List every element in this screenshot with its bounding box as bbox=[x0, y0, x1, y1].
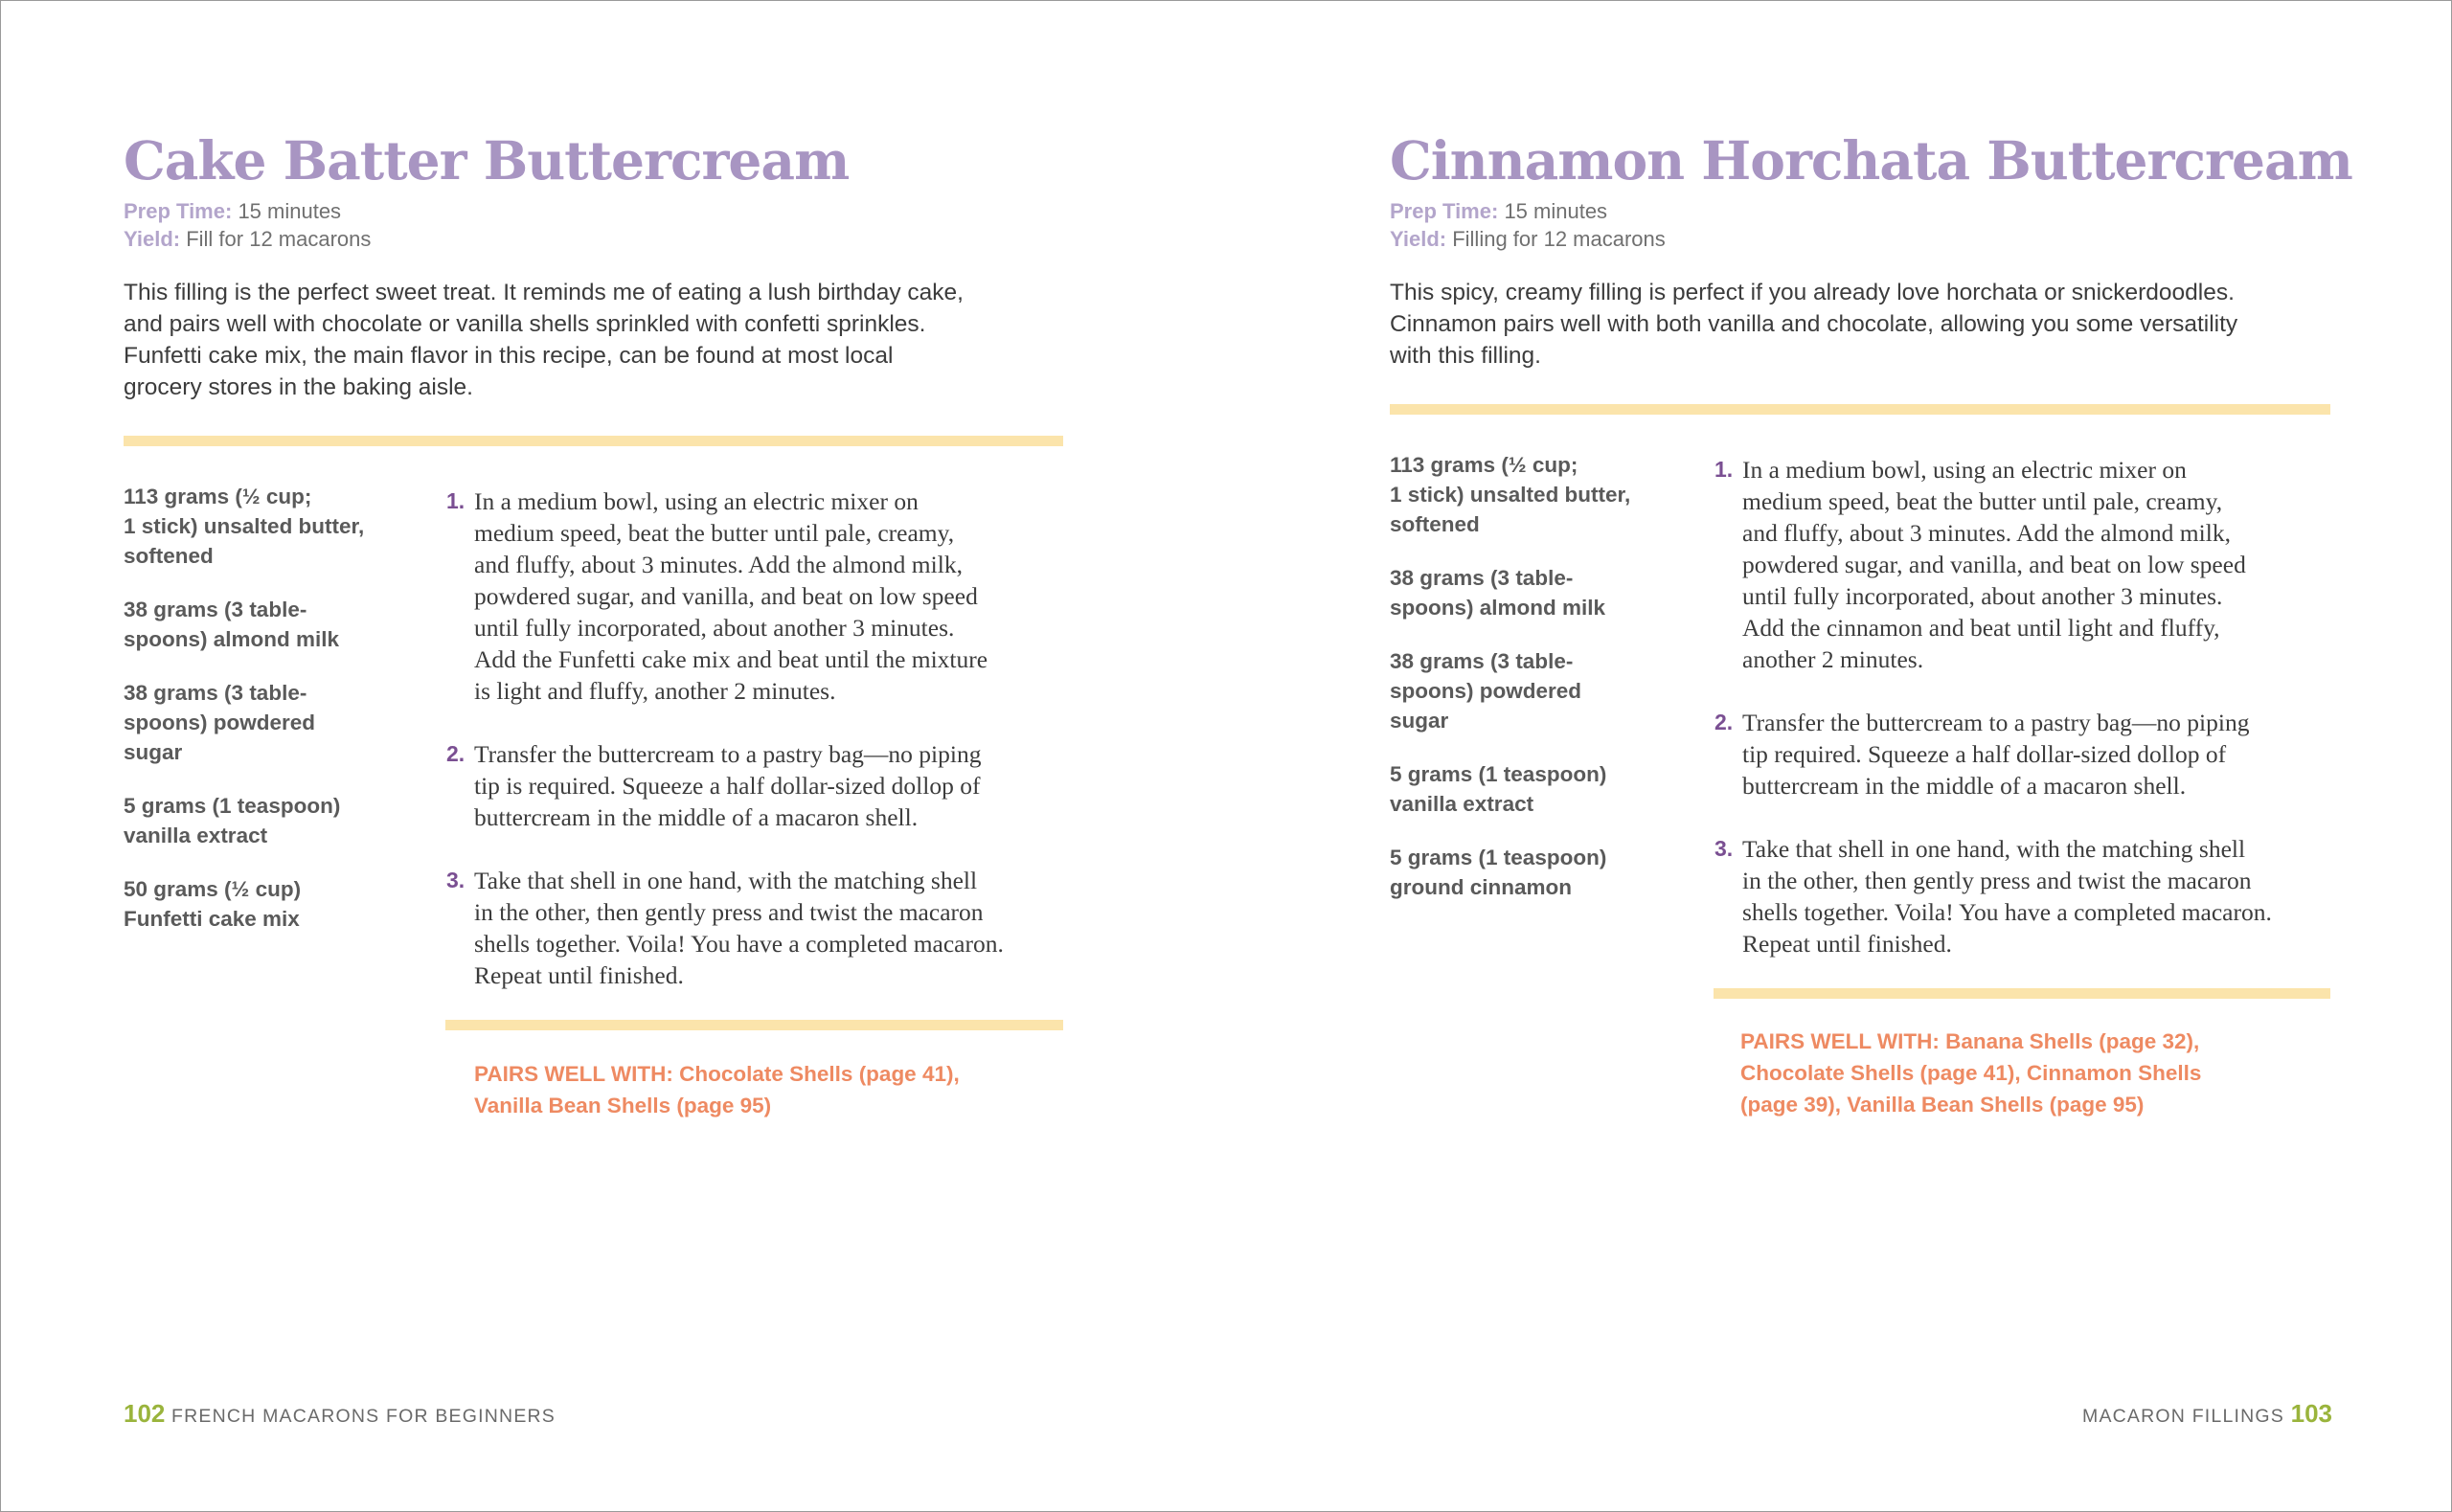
method-step bbox=[446, 738, 1071, 833]
method-steps bbox=[446, 485, 1071, 1023]
ingredient-line: 113 grams (½ cup; bbox=[1390, 453, 1578, 477]
ingredient-item bbox=[1390, 759, 1658, 819]
step-line: buttercream in the middle of a macaron shell. bbox=[474, 803, 919, 831]
intro-line: grocery stores in the baking aisle. bbox=[124, 374, 473, 400]
pairs-well-with bbox=[474, 1058, 960, 1121]
step-line: Take that shell in one hand, with the matching shell bbox=[1742, 835, 2246, 863]
prep-time-label: Prep Time: bbox=[1390, 199, 1499, 223]
page-number: 102 bbox=[124, 1399, 166, 1428]
prep-time bbox=[1390, 197, 1666, 225]
prep-time-value: 15 minutes bbox=[238, 199, 342, 223]
step-line: medium speed, beat the butter until pale, creamy, bbox=[474, 519, 955, 547]
ingredient-line: softened bbox=[1390, 512, 1480, 536]
step-line: In a medium bowl, using an electric mixer on bbox=[1742, 456, 2187, 484]
ingredient-list bbox=[1390, 450, 1658, 926]
running-head: FRENCH MACARONS FOR BEGINNERS bbox=[171, 1406, 556, 1427]
ingredient-line: 38 grams (3 table- bbox=[124, 598, 307, 621]
intro-line: and pairs well with chocolate or vanilla shells sprinkled with confetti sprinkles. bbox=[124, 311, 926, 337]
step-line: and fluffy, about 3 minutes. Add the almond milk, bbox=[474, 551, 963, 578]
recipe-title: Cake Batter Buttercream bbox=[124, 129, 850, 192]
yield-label: Yield: bbox=[124, 227, 181, 251]
step-line: medium speed, beat the butter until pale, creamy, bbox=[1742, 487, 2223, 515]
pairs-line: Vanilla Bean Shells (page 95) bbox=[474, 1094, 772, 1117]
ingredient-line: 50 grams (½ cup) bbox=[124, 877, 302, 901]
method-steps bbox=[1714, 454, 2339, 991]
ingredient-item bbox=[124, 874, 392, 934]
divider-rule bbox=[1714, 988, 2330, 999]
step-number: 3. bbox=[1714, 836, 1734, 861]
ingredient-line: vanilla extract bbox=[1390, 792, 1534, 816]
ingredient-line: 5 grams (1 teaspoon) bbox=[1390, 762, 1607, 786]
yield-value: Filling for 12 macarons bbox=[1452, 227, 1666, 251]
step-line: and fluffy, about 3 minutes. Add the almond milk, bbox=[1742, 519, 2231, 547]
step-line: Take that shell in one hand, with the matching shell bbox=[474, 867, 978, 894]
divider-rule bbox=[1390, 404, 2330, 415]
prep-time bbox=[124, 197, 371, 225]
method-step bbox=[1714, 454, 2339, 675]
step-line: is light and fluffy, another 2 minutes. bbox=[474, 677, 836, 705]
step-line: buttercream in the middle of a macaron shell. bbox=[1742, 772, 2187, 800]
pairs-line: (page 39), Vanilla Bean Shells (page 95) bbox=[1740, 1093, 2145, 1117]
ingredient-line: spoons) powdered bbox=[1390, 679, 1582, 703]
step-line: another 2 minutes. bbox=[1742, 645, 1924, 673]
intro-line: This spicy, creamy filling is perfect if you already love horchata or snickerdoodles. bbox=[1390, 280, 2235, 305]
recipe-title: Cinnamon Horchata Buttercream bbox=[1390, 129, 2352, 192]
step-line: Transfer the buttercream to a pastry bag—no piping bbox=[1742, 709, 2250, 736]
step-line: Transfer the buttercream to a pastry bag—no piping bbox=[474, 740, 982, 768]
divider-rule bbox=[445, 1020, 1063, 1030]
step-line: In a medium bowl, using an electric mixer on bbox=[474, 487, 919, 515]
ingredient-item bbox=[1390, 450, 1658, 539]
step-line: shells together. Voila! You have a completed macaron. bbox=[474, 930, 1004, 958]
running-head: MACARON FILLINGS bbox=[2082, 1406, 2284, 1427]
ingredient-item bbox=[124, 482, 392, 571]
step-line: tip required. Squeeze a half dollar-sized dollop of bbox=[1742, 740, 2227, 768]
step-number: 2. bbox=[1714, 710, 1734, 734]
intro-line: Cinnamon pairs well with both vanilla and chocolate, allowing you some versatility bbox=[1390, 311, 2238, 337]
yield-label: Yield: bbox=[1390, 227, 1447, 251]
ingredient-item bbox=[1390, 843, 1658, 902]
step-number: 1. bbox=[1714, 457, 1734, 482]
step-line: in the other, then gently press and twist the macaron bbox=[474, 898, 984, 926]
ingredient-line: spoons) almond milk bbox=[124, 627, 340, 651]
ingredient-line: sugar bbox=[124, 740, 183, 764]
ingredient-line: 1 stick) unsalted butter, bbox=[1390, 483, 1631, 507]
ingredient-line: Funfetti cake mix bbox=[124, 907, 300, 931]
step-line: powdered sugar, and vanilla, and beat on low speed bbox=[1742, 551, 2246, 578]
ingredient-line: spoons) almond milk bbox=[1390, 596, 1606, 620]
ingredient-line: 38 grams (3 table- bbox=[124, 681, 307, 705]
pairs-line: PAIRS WELL WITH: Banana Shells (page 32), bbox=[1740, 1029, 2200, 1053]
ingredient-line: sugar bbox=[1390, 709, 1449, 733]
ingredient-line: 38 grams (3 table- bbox=[1390, 649, 1574, 673]
recipe-meta bbox=[1390, 197, 1666, 253]
ingredient-item bbox=[124, 791, 392, 850]
prep-time-label: Prep Time: bbox=[124, 199, 233, 223]
ingredient-list bbox=[124, 482, 392, 958]
step-line: powdered sugar, and vanilla, and beat on low speed bbox=[474, 582, 978, 610]
page-footer bbox=[124, 1399, 556, 1431]
page-footer bbox=[2082, 1399, 2332, 1431]
method-step bbox=[1714, 833, 2339, 959]
intro-line: with this filling. bbox=[1390, 343, 1541, 369]
prep-time-value: 15 minutes bbox=[1504, 199, 1608, 223]
method-step bbox=[446, 485, 1071, 707]
ingredient-line: 113 grams (½ cup; bbox=[124, 485, 312, 508]
ingredient-line: spoons) powdered bbox=[124, 711, 316, 734]
yield bbox=[1390, 225, 1666, 253]
yield-value: Fill for 12 macarons bbox=[186, 227, 372, 251]
ingredient-line: softened bbox=[124, 544, 214, 568]
intro-line: Funfetti cake mix, the main flavor in this recipe, can be found at most local bbox=[124, 343, 894, 369]
left-page bbox=[124, 1, 1081, 1511]
pairs-line: PAIRS WELL WITH: Chocolate Shells (page 41), bbox=[474, 1062, 960, 1086]
step-line: tip is required. Squeeze a half dollar-sized dollop of bbox=[474, 772, 981, 800]
recipe-meta bbox=[124, 197, 371, 253]
step-line: Add the Funfetti cake mix and beat until the mixture bbox=[474, 645, 988, 673]
step-line: until fully incorporated, about another 3 minutes. bbox=[1742, 582, 2223, 610]
ingredient-line: 5 grams (1 teaspoon) bbox=[1390, 846, 1607, 869]
recipe-intro bbox=[1390, 277, 2338, 372]
step-line: Add the cinnamon and beat until light and fluffy, bbox=[1742, 614, 2220, 642]
recipe-intro bbox=[124, 277, 1072, 403]
ingredient-line: vanilla extract bbox=[124, 824, 268, 847]
ingredient-line: 1 stick) unsalted butter, bbox=[124, 514, 365, 538]
ingredient-item bbox=[124, 595, 392, 654]
step-line: Repeat until finished. bbox=[474, 961, 684, 989]
yield bbox=[124, 225, 371, 253]
divider-rule bbox=[124, 436, 1063, 446]
intro-line: This filling is the perfect sweet treat. It reminds me of eating a lush birthday cake, bbox=[124, 280, 964, 305]
method-step bbox=[446, 865, 1071, 991]
right-page bbox=[1390, 1, 2352, 1511]
ingredient-item bbox=[1390, 563, 1658, 622]
step-number: 2. bbox=[446, 741, 465, 766]
ingredient-line: 38 grams (3 table- bbox=[1390, 566, 1574, 590]
pairs-well-with bbox=[1740, 1026, 2201, 1120]
pairs-line: Chocolate Shells (page 41), Cinnamon Shells bbox=[1740, 1061, 2202, 1085]
ingredient-item bbox=[124, 678, 392, 767]
step-number: 3. bbox=[446, 868, 465, 892]
method-step bbox=[1714, 707, 2339, 801]
step-line: until fully incorporated, about another 3 minutes. bbox=[474, 614, 955, 642]
step-line: Repeat until finished. bbox=[1742, 930, 1952, 958]
step-line: in the other, then gently press and twist the macaron bbox=[1742, 867, 2252, 894]
page-number: 103 bbox=[2290, 1399, 2332, 1428]
step-number: 1. bbox=[446, 488, 465, 513]
ingredient-line: 5 grams (1 teaspoon) bbox=[124, 794, 341, 818]
ingredient-line: ground cinnamon bbox=[1390, 875, 1572, 899]
ingredient-item bbox=[1390, 646, 1658, 735]
step-line: shells together. Voila! You have a completed macaron. bbox=[1742, 898, 2272, 926]
